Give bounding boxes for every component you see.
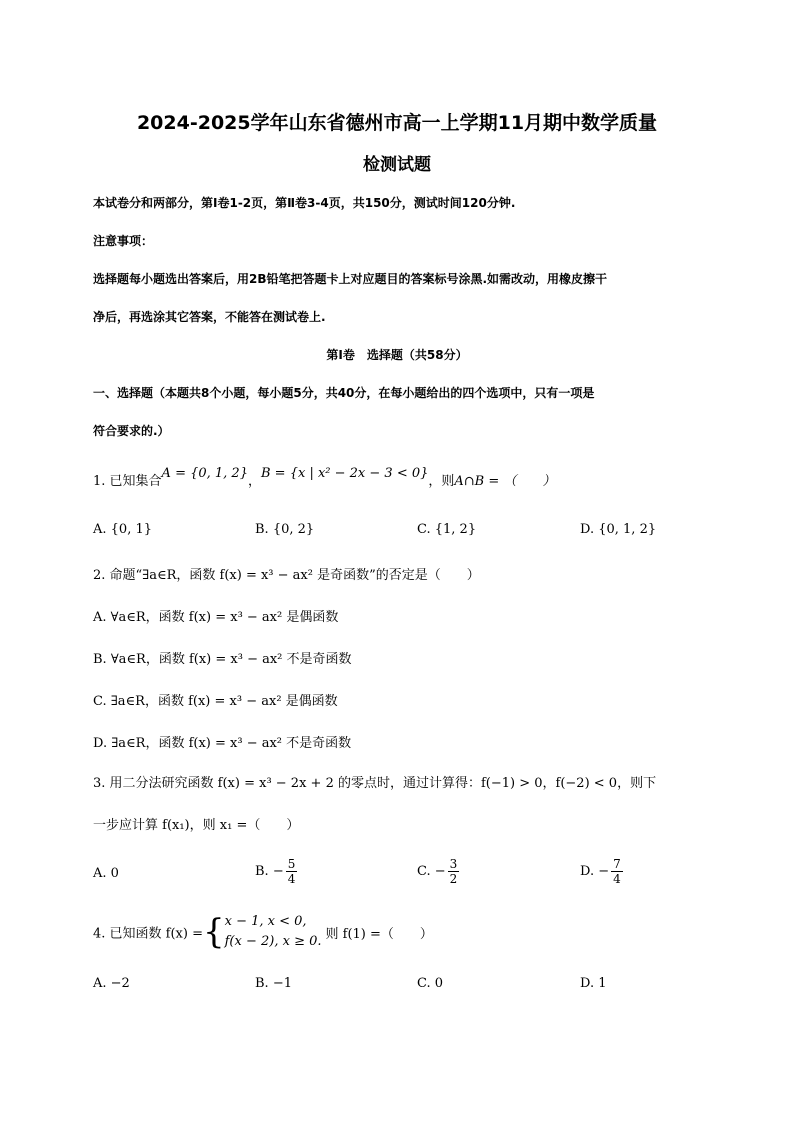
question-3-option-d-fraction [611, 857, 623, 886]
question-3-option-c-label: C. − [417, 864, 446, 879]
fraction-numerator: 7 [613, 857, 621, 871]
question-1-prefix: 1. 已知集合 [93, 474, 162, 489]
section-instructions-line1: 一、选择题（本题共8个小题，每小题5分，共40分，在每小题给出的四个选项中，只有一项是 [93, 386, 595, 400]
fraction-denominator: 4 [613, 872, 621, 886]
question-1-ask: A∩B = （ ） [454, 474, 556, 489]
question-4-stem [93, 912, 433, 952]
question-2-option-c: C. ∃a∈R，函数 f(x) = x³ − ax² 是偶函数 [93, 694, 338, 709]
section-instructions-line2: 符合要求的.） [93, 424, 170, 438]
question-2-option-a: A. ∀a∈R，函数 f(x) = x³ − ax² 是偶函数 [93, 610, 339, 625]
piecewise-case-2: f(x − 2), x ≥ 0. [224, 934, 322, 949]
fraction-denominator: 4 [287, 872, 296, 886]
piecewise-case-1: x − 1, x < 0, [224, 914, 307, 929]
question-2-option-b: B. ∀a∈R，函数 f(x) = x³ − ax² 不是奇函数 [93, 652, 352, 667]
question-1-set-b: B = {x | x² − 2x − 3 < 0} [261, 466, 429, 481]
question-4-option-d: D. 1 [580, 976, 607, 991]
question-3-option-d-label: D. − [580, 864, 610, 879]
question-3-option-b-label: B. − [255, 864, 284, 879]
question-2-option-d: D. ∃a∈R，函数 f(x) = x³ − ax² 不是奇函数 [93, 736, 352, 751]
question-4-suffix: 则 f(1) =（ ） [325, 926, 433, 942]
question-3-stem-line1: 3. 用二分法研究函数 f(x) = x³ − 2x + 2 的零点时，通过计算得：f(−1) > 0，f(−2) < 0，则下 [93, 776, 657, 791]
question-1-stem [93, 466, 556, 489]
question-3-option-b [255, 857, 297, 886]
notice-heading: 注意事项： [93, 234, 154, 248]
notice-text-line2: 净后，再选涂其它答案，不能答在测试卷上. [93, 310, 326, 324]
question-1-option-b: B. {0, 2} [255, 522, 315, 537]
question-1-option-d: D. {0, 1, 2} [580, 522, 657, 537]
question-3-option-b-fraction [286, 857, 298, 886]
question-1-option-a: A. {0, 1} [93, 522, 153, 537]
document-title: 2024-2025学年山东省德州市高一上学期11月期中数学质量 [136, 112, 658, 134]
question-2-stem: 2. 命题“∃a∈R，函数 f(x) = x³ − ax² 是奇函数”的否定是（ ） [93, 568, 480, 583]
question-1-option-c: C. {1, 2} [417, 522, 477, 537]
fraction-denominator: 2 [449, 872, 458, 886]
question-3-option-c [417, 857, 459, 886]
notice-text-line1: 选择题每小题选出答案后，用2B铅笔把答题卡上对应题目的答案标号涂黑.如需改动，用橡皮擦干 [93, 272, 608, 286]
question-4-option-c: C. 0 [417, 976, 444, 991]
question-4-option-a: A. −2 [93, 976, 130, 991]
exam-info: 本试卷分和两部分，第Ⅰ卷1-2页，第Ⅱ卷3-4页，共150分，测试时间120分钟. [93, 196, 516, 210]
piecewise-brace: { [202, 912, 225, 952]
question-3-option-c-fraction [448, 857, 460, 886]
question-1-suffix: ，则 [428, 474, 455, 489]
question-4-option-b: B. −1 [255, 976, 292, 991]
document-subtitle: 检测试题 [363, 155, 431, 175]
part1-heading: 第Ⅰ卷 选择题（共58分） [326, 348, 468, 362]
question-3-option-d [580, 857, 623, 886]
fraction-numerator: 3 [449, 857, 458, 871]
piecewise-cases [225, 912, 322, 952]
question-4-prefix: 4. 已知函数 f(x) = [93, 926, 203, 942]
question-3-option-a: A. 0 [93, 866, 119, 881]
question-1-set-a: A = {0, 1, 2} [161, 466, 248, 481]
question-1-sep: ， [247, 474, 261, 489]
question-3-stem-line2: 一步应计算 f(x₁)，则 x₁ =（ ） [93, 818, 300, 833]
fraction-numerator: 5 [287, 857, 296, 871]
